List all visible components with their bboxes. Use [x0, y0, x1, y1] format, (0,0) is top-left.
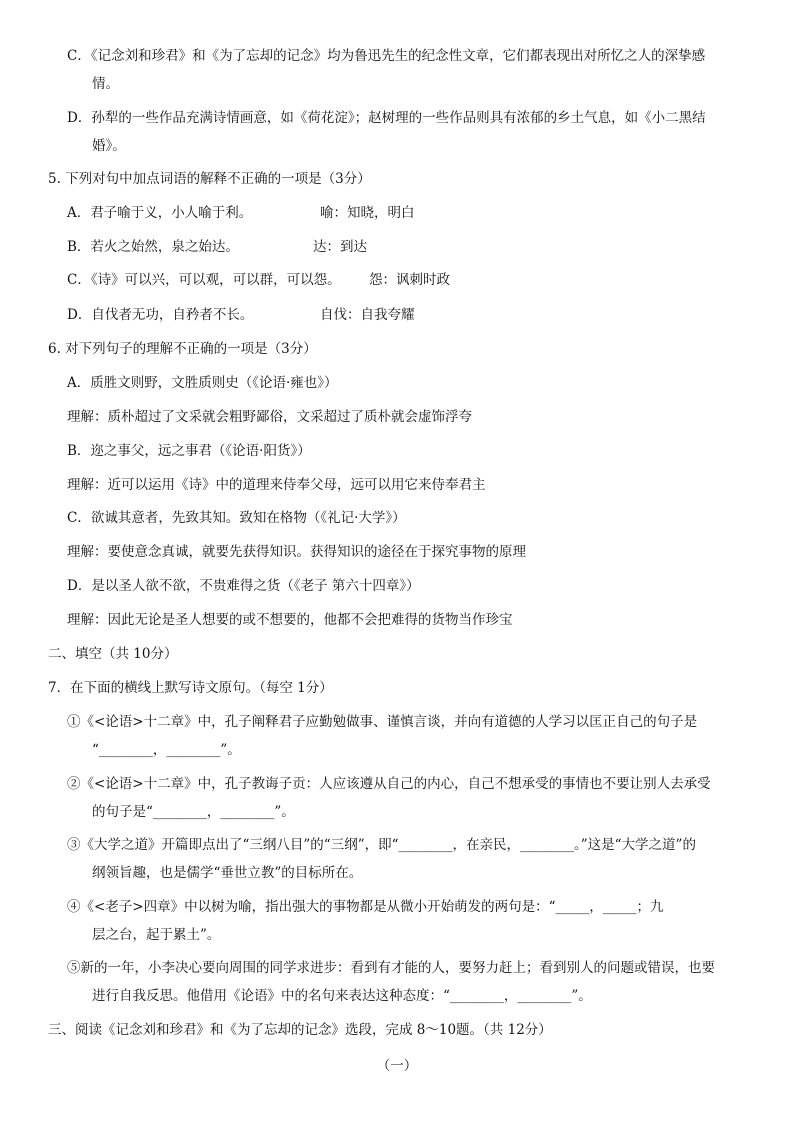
- q5-option-a: A．君子喻于义，小人喻于利。: [67, 205, 253, 221]
- q5-option-b: B．若火之始然，泉之始达。: [67, 239, 239, 255]
- q7-item-4-line2: 层之台，起于累土”。: [92, 927, 221, 943]
- q5-option-a-gloss: 喻：知晓，明白: [320, 205, 415, 221]
- q6-stem: 6. 对下列句子的理解不正确的一项是（3分）: [48, 341, 317, 357]
- q4-option-d-line2: 婚》。: [92, 138, 126, 154]
- q7-item-1-line2: “________，________”。: [92, 742, 241, 758]
- q5-option-c: C．《诗》可以兴，可以观，可以群，可以怨。: [67, 272, 341, 288]
- section-2-title: 二、填空（共 10分）: [48, 646, 178, 662]
- q7-item-5-line2: 进行自我反思。他借用《论语》中的名句来表达这种态度：“________，________”。: [92, 988, 592, 1004]
- q4-option-d-line1: D．孙犁的一些作品充满诗情画意，如《荷花淀》；赵树理的一些作品则具有浓郁的乡土气息，如《小二黑结: [67, 110, 706, 126]
- q7-item-3-line1: ③《大学之道》开篇即点出了“三纲八目”的“三纲”，即“________，在亲民，________。”这是“大学之道”的: [67, 837, 696, 853]
- q7-item-2-line2: 的句子是“________，________”。: [92, 804, 295, 820]
- q4-option-c-line2: 情。: [92, 76, 119, 92]
- q5-option-d-gloss: 自伐：自我夸耀: [320, 307, 415, 323]
- q6-option-b: B．迩之事父，远之事君（《论语·阳货》）: [67, 443, 311, 459]
- q7-item-5-line1: ⑤新的一年，小李决心要向周围的同学求进步：看到有才能的人，要努力赶上；看到别人的问题或错误，也要: [67, 960, 715, 976]
- q5-option-b-gloss: 达：到达: [313, 239, 367, 255]
- q7-stem: 7．在下面的横线上默写诗文原句。（每空 1分）: [48, 680, 333, 696]
- q6-option-c-understanding: 理解：要使意念真诚，就要先获得知识。获得知识的途径在于探究事物的原理: [67, 544, 526, 560]
- subsection-label: （一）: [376, 1058, 418, 1074]
- q6-option-a: A．质胜文则野，文胜质则史（《论语·雍也》）: [67, 375, 338, 391]
- section-3-title: 三、阅读《记念刘和珍君》和《为了忘却的记念》选段，完成 8～10题。（共 12分）: [48, 1022, 552, 1038]
- q4-option-c-line1: C．《记念刘和珍君》和《为了忘却的记念》均为鲁迅先生的纪念性文章，它们都表现出对所忆之人的深挚感: [67, 48, 706, 64]
- q7-item-3-line2: 纲领旨趣，也是儒学“垂世立教”的目标所在。: [92, 865, 363, 881]
- q7-item-1-line1: ①《<论语>十二章》中，孔子阐释君子应勤勉做事、谨慎言谈，并向有道德的人学习以匡正自己的句子是: [67, 714, 698, 730]
- q6-option-d-understanding: 理解：因此无论是圣人想要的或不想要的，他都不会把难得的货物当作珍宝: [67, 612, 513, 628]
- q5-option-c-gloss: 怨：讽刺时政: [369, 272, 450, 288]
- q5-option-d: D．自伐者无功，自矜者不长。: [67, 307, 254, 323]
- q7-item-4-line1: ④《<老子>四章》中以树为喻，指出强大的事物都是从微小开始萌发的两句是：“_____，_____；九: [67, 899, 664, 915]
- q6-option-c: C．欲诚其意者，先致其知。致知在格物（《礼记·大学》）: [67, 510, 406, 526]
- q6-option-b-understanding: 理解：近可以运用《诗》中的道理来侍奉父母，远可以用它来侍奉君主: [67, 477, 486, 493]
- q5-stem: 5. 下列对句中加点词语的解释不正确的一项是（3分）: [48, 171, 371, 187]
- q6-option-d: D．是以圣人欲不欲，不贵难得之货（《老子 第六十四章》）: [67, 578, 420, 594]
- q7-item-2-line1: ②《<论语>十二章》中，孔子教诲子贡：人应该遵从自己的内心，自己不想承受的事情也不要让别人去承受: [67, 776, 711, 792]
- q6-option-a-understanding: 理解：质朴超过了文采就会粗野鄙俗，文采超过了质朴就会虚饰浮夸: [67, 409, 472, 425]
